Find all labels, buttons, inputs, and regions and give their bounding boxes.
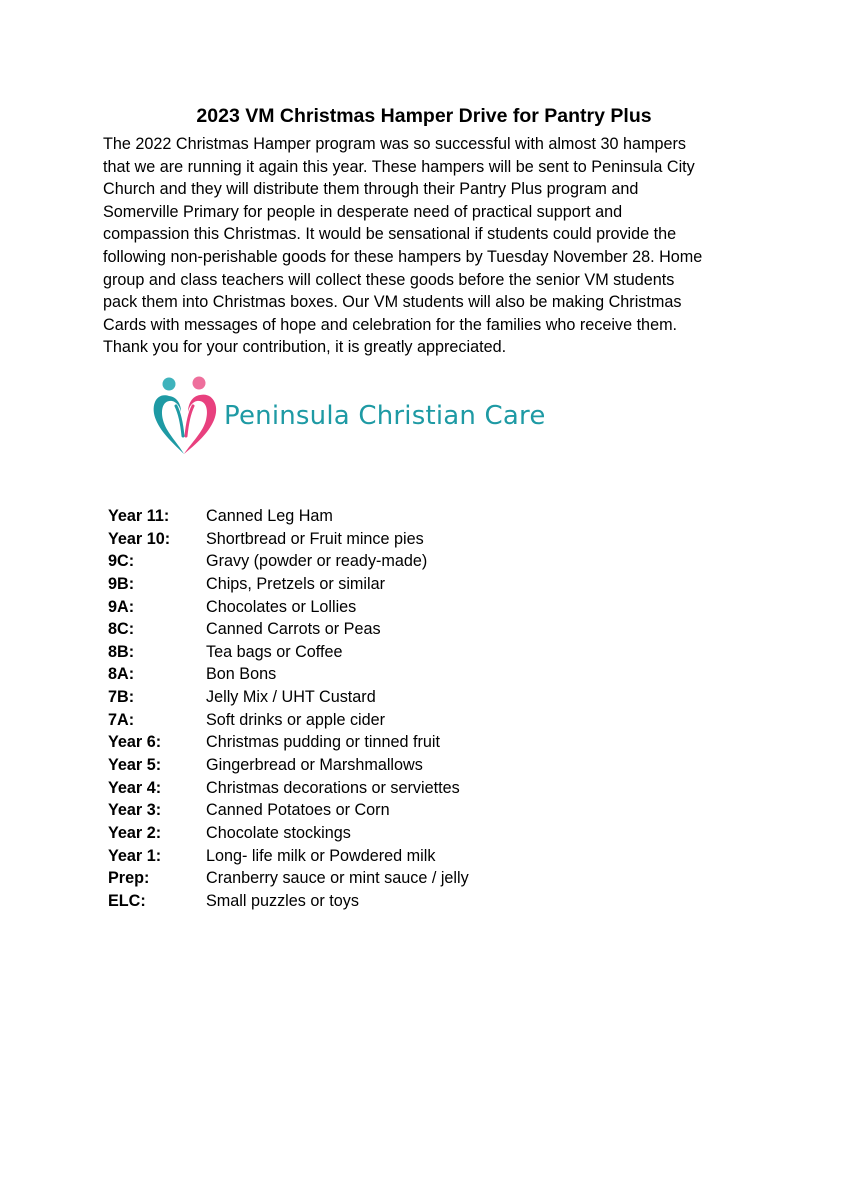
donation-group: 8A: bbox=[108, 665, 135, 684]
donation-item: Chips, Pretzels or similar bbox=[206, 574, 386, 593]
donation-item: Long- life milk or Powdered milk bbox=[206, 846, 436, 865]
intro-paragraph bbox=[103, 133, 753, 359]
donation-group: 7B: bbox=[108, 688, 135, 707]
donation-row bbox=[108, 845, 469, 868]
intro-line: Thank you for your contribution, it is greatly appreciated. bbox=[103, 338, 507, 357]
donation-item: Cranberry sauce or mint sauce / jelly bbox=[206, 869, 469, 888]
donation-group: 9C: bbox=[108, 552, 135, 571]
donation-item: Christmas pudding or tinned fruit bbox=[206, 733, 440, 752]
donation-item: Tea bags or Coffee bbox=[206, 642, 343, 661]
donation-item: Chocolate stockings bbox=[206, 823, 351, 842]
donation-row bbox=[108, 799, 469, 822]
intro-line: Church and they will distribute them through their Pantry Plus program and bbox=[103, 180, 639, 199]
donation-item: Soft drinks or apple cider bbox=[206, 710, 386, 729]
donation-group: Year 4: bbox=[108, 778, 162, 797]
donation-item: Bon Bons bbox=[206, 665, 277, 684]
donation-item: Canned Leg Ham bbox=[206, 507, 333, 525]
donation-row bbox=[108, 528, 469, 551]
intro-line: that we are running it again this year. These hampers will be sent to Peninsula City bbox=[103, 157, 695, 176]
donation-group: Year 10: bbox=[108, 529, 171, 548]
donation-row bbox=[108, 663, 469, 686]
donation-item: Shortbread or Fruit mince pies bbox=[206, 529, 424, 548]
donation-group: 8C: bbox=[108, 620, 135, 639]
donation-group: 7A: bbox=[108, 710, 135, 729]
intro-line: Cards with messages of hope and celebration for the families who receive them. bbox=[103, 315, 678, 334]
donation-row bbox=[108, 596, 469, 619]
donation-row bbox=[108, 890, 469, 913]
donation-group: Year 1: bbox=[108, 846, 162, 865]
heart-people-icon bbox=[150, 374, 220, 460]
donation-row bbox=[108, 777, 469, 800]
intro-line: pack them into Christmas boxes. Our VM students will also be making Christmas bbox=[103, 293, 682, 312]
donation-row bbox=[108, 686, 469, 709]
donation-row bbox=[108, 505, 469, 528]
donation-row bbox=[108, 754, 469, 777]
donation-row bbox=[108, 709, 469, 732]
donation-row bbox=[108, 618, 469, 641]
logo-text: Peninsula Christian Care bbox=[224, 401, 546, 431]
donation-item: Small puzzles or toys bbox=[206, 891, 359, 910]
donation-group: 8B: bbox=[108, 642, 135, 661]
intro-line: following non-perishable goods for these hampers by Tuesday November 28. Home bbox=[103, 247, 703, 266]
donation-group: 9A: bbox=[108, 597, 135, 616]
intro-line: compassion this Christmas. It would be sensational if students could provide the bbox=[103, 225, 677, 244]
donation-item: Canned Potatoes or Corn bbox=[206, 801, 390, 820]
donation-item: Chocolates or Lollies bbox=[206, 597, 357, 616]
donation-item: Canned Carrots or Peas bbox=[206, 620, 381, 639]
page-title: 2023 VM Christmas Hamper Drive for Pantry Plus bbox=[196, 105, 652, 127]
peninsula-christian-care-logo bbox=[150, 374, 580, 460]
donation-item: Gingerbread or Marshmallows bbox=[206, 756, 423, 775]
intro-line: The 2022 Christmas Hamper program was so successful with almost 30 hampers bbox=[103, 135, 686, 153]
donation-group: Year 6: bbox=[108, 733, 162, 752]
donation-group: 9B: bbox=[108, 574, 135, 593]
donation-row bbox=[108, 822, 469, 845]
donation-group: Year 3: bbox=[108, 801, 162, 820]
donation-item: Jelly Mix / UHT Custard bbox=[206, 688, 376, 707]
donation-group: Year 2: bbox=[108, 823, 162, 842]
donation-group: ELC: bbox=[108, 891, 146, 910]
donation-row bbox=[108, 573, 469, 596]
donation-row bbox=[108, 731, 469, 754]
donation-item: Christmas decorations or serviettes bbox=[206, 778, 460, 797]
donation-group: Prep: bbox=[108, 869, 150, 888]
intro-line: group and class teachers will collect these goods before the senior VM students bbox=[103, 270, 675, 289]
donation-row bbox=[108, 550, 469, 573]
donation-list bbox=[108, 505, 469, 913]
donation-row bbox=[108, 867, 469, 890]
donation-item: Gravy (powder or ready-made) bbox=[206, 552, 428, 571]
donation-row bbox=[108, 641, 469, 664]
intro-line: Somerville Primary for people in desperate need of practical support and bbox=[103, 202, 623, 221]
donation-group: Year 5: bbox=[108, 756, 162, 775]
donation-group: Year 11: bbox=[108, 507, 170, 525]
